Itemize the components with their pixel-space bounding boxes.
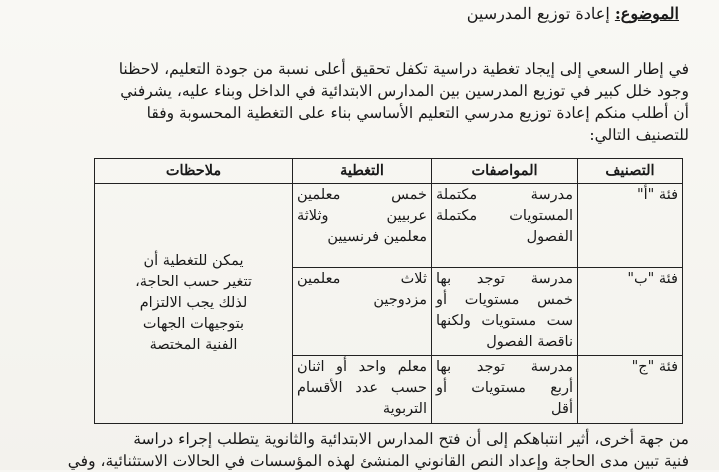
intro-line: في إطار السعي إلى إيجاد تغطية دراسية تكفل تحقيق أعلى نسبة من جودة التعليم، لاحظنا	[118, 60, 689, 78]
subject-line	[467, 4, 679, 23]
spec-line: ناقصة الفصول	[486, 334, 573, 350]
coverage-line: معلم واحد أو اثنان	[297, 359, 427, 375]
table-header-row	[95, 159, 683, 184]
row-a-classification: فئة "أ"	[578, 184, 683, 268]
coverage-line: خمس معلمين	[297, 187, 427, 203]
header-notes: ملاحظات	[95, 159, 293, 184]
outro-line: من جهة أخرى، أثير انتباهكم إلى أن فتح المدارس الابتدائية والثانوية يتطلب إجراء دراسة	[133, 430, 689, 448]
spec-line: أربع مستويات أو	[436, 380, 573, 396]
spec-line: مدرسة مكتملة	[436, 187, 573, 203]
intro-line: وجود خلل كبير في توزيع المدرسين بين المدارس الابتدائية في الداخل وبناء عليه، يشرفني	[120, 82, 689, 100]
row-b-classification: فئة "ب"	[578, 268, 683, 356]
header-classification: التصنيف	[578, 159, 683, 184]
distribution-table	[94, 158, 683, 424]
row-c-coverage	[293, 356, 432, 424]
intro-paragraph	[19, 58, 689, 146]
spec-line: خمس مستويات أو	[436, 292, 573, 308]
coverage-line: التربوية	[382, 401, 427, 417]
row-c-classification: فئة "ج"	[578, 356, 683, 424]
subject-label: الموضوع:	[614, 4, 679, 23]
note-line: لذلك يجب الالتزام	[139, 295, 248, 311]
row-b-coverage	[293, 268, 432, 356]
spec-line: مدرسة توجد بها	[436, 271, 573, 287]
outro-line: فنية تبين مدى الحاجة وإعداد النص القانوني المنشئ لهذه المؤسسات في الحالات الاستثنائية، وفي	[67, 452, 689, 470]
row-b-specs	[432, 268, 578, 356]
intro-line: للتصنيف التالي:	[589, 126, 689, 144]
spec-line: أقل	[551, 401, 573, 417]
coverage-line: ثلاث معلمين	[297, 271, 427, 287]
header-coverage: التغطية	[293, 159, 432, 184]
spec-line: ست مستويات ولكنها	[436, 313, 573, 329]
table-row	[95, 184, 683, 268]
coverage-line: حسب عدد الأقسام	[297, 380, 427, 396]
subject-text: إعادة توزيع المدرسين	[466, 4, 615, 23]
notes-cell	[95, 184, 293, 424]
coverage-line: عربيين وثلاثة	[297, 208, 427, 224]
note-line: تتغير حسب الحاجة،	[135, 274, 252, 290]
outro-paragraph	[19, 428, 689, 472]
row-a-coverage	[293, 184, 432, 268]
row-c-specs	[432, 356, 578, 424]
spec-line: الفصول	[526, 229, 573, 245]
note-line: بتوجيهات الجهات	[142, 316, 245, 332]
row-a-specs	[432, 184, 578, 268]
spec-line: المستويات مكتملة	[436, 208, 573, 224]
note-line: يمكن للتغطية أن	[143, 253, 244, 269]
coverage-line: معلمين فرنسيين	[327, 229, 427, 245]
note-line: الفنية المختصة	[149, 337, 238, 353]
coverage-line: مزدوجين	[373, 292, 427, 308]
intro-line: أن أطلب منكم إعادة توزيع مدرسي التعليم الأساسي بناء على التغطية المحسوبة وفقا	[146, 104, 689, 122]
header-specs: المواصفات	[432, 159, 578, 184]
spec-line: مدرسة توجد بها	[436, 359, 573, 375]
